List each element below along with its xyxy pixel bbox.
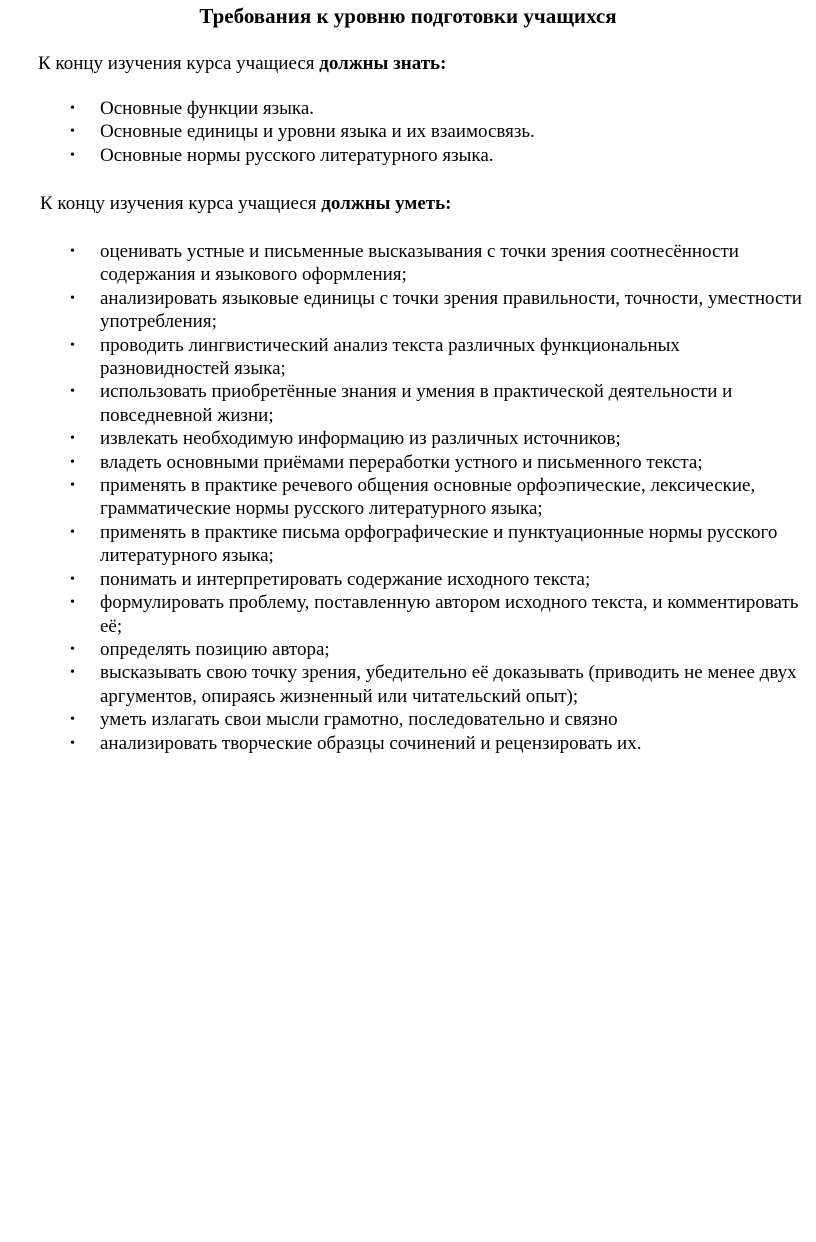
list-item-text: извлекать необходимую информацию из различных источников; <box>100 428 621 450</box>
list-item-text: Основные функции языка. <box>100 98 315 119</box>
bullet-icon: • <box>70 244 75 259</box>
page-title: Требования к уровню подготовки учащихся <box>199 4 617 28</box>
bullet-icon: • <box>70 665 75 681</box>
bullet-icon: • <box>70 524 75 540</box>
bullet-icon: • <box>70 478 75 494</box>
list-item <box>0 334 808 381</box>
list-item-text: уметь излагать свои мысли грамотно, последовательно и связно <box>100 709 618 731</box>
list-item-text: применять в практике речевого общения основные орфоэпические, лексические, грамматические нормы русского литературного языка; <box>100 475 756 520</box>
know-intro-bold: должны знать: <box>319 53 447 74</box>
list-item <box>0 568 808 591</box>
can-intro <box>40 192 451 216</box>
know-intro <box>38 52 446 76</box>
know-list <box>0 97 808 167</box>
list-item <box>0 521 808 568</box>
bullet-icon: • <box>70 431 75 447</box>
list-item-text: формулировать проблему, поставленную автором исходного текста, и комментировать её; <box>100 592 799 637</box>
list-item <box>0 144 808 167</box>
list-item <box>0 97 808 120</box>
list-item-text: высказывать свою точку зрения, убедительно её доказывать (приводить не менее двух аргументов, опираясь жизненный или читательский опыт); <box>100 662 797 707</box>
list-item-text: понимать и интерпретировать содержание исходного текста; <box>100 568 591 590</box>
list-item <box>0 287 808 334</box>
list-item <box>0 591 808 638</box>
bullet-icon: • <box>70 571 75 587</box>
bullet-icon: • <box>70 290 75 306</box>
list-item-text: оценивать устные и письменные высказывания с точки зрения соотнесённости содержания и языкового оформления; <box>100 241 739 286</box>
list-item <box>0 474 808 521</box>
list-item-text: Основные нормы русского литературного языка. <box>100 144 494 166</box>
list-item-text: владеть основными приёмами переработки устного и письменного текста; <box>100 451 703 473</box>
list-item <box>0 708 808 731</box>
bullet-icon: • <box>70 384 75 400</box>
know-intro-text: К концу изучения курса учащиеся <box>38 53 320 74</box>
bullet-icon: • <box>70 454 75 470</box>
bullet-icon: • <box>70 595 75 611</box>
list-item-text: определять позицию автора; <box>100 638 330 660</box>
list-item <box>0 120 808 143</box>
can-intro-text: К концу изучения курса учащиеся <box>40 193 322 214</box>
bullet-icon: • <box>70 101 75 116</box>
list-item-text: проводить лингвистический анализ текста различных функциональных разновидностей языка; <box>100 334 680 380</box>
list-item-text: применять в практике письма орфографические и пунктуационные нормы русского литературного языка; <box>100 521 778 567</box>
list-item-text: Основные единицы и уровни языка и их взаимосвязь. <box>100 121 535 143</box>
bullet-icon: • <box>70 147 75 163</box>
list-item-text: анализировать творческие образцы сочинений и рецензировать их. <box>100 732 642 754</box>
list-item <box>0 427 808 450</box>
bullet-icon: • <box>70 337 75 353</box>
list-item <box>0 380 808 427</box>
bullet-icon: • <box>70 712 75 728</box>
bullet-icon: • <box>70 735 75 751</box>
bullet-icon: • <box>70 641 75 657</box>
can-intro-bold: должны уметь: <box>321 193 452 214</box>
can-list <box>0 240 808 755</box>
list-item <box>0 661 808 708</box>
list-item-text: использовать приобретённые знания и умения в практической деятельности и повседневной жизни; <box>100 381 733 426</box>
list-item <box>0 732 808 755</box>
list-item <box>0 451 808 474</box>
list-item <box>0 240 808 287</box>
list-item <box>0 638 808 661</box>
list-item-text: анализировать языковые единицы с точки зрения правильности, точности, уместности употребления; <box>100 287 802 333</box>
bullet-icon: • <box>70 124 75 140</box>
